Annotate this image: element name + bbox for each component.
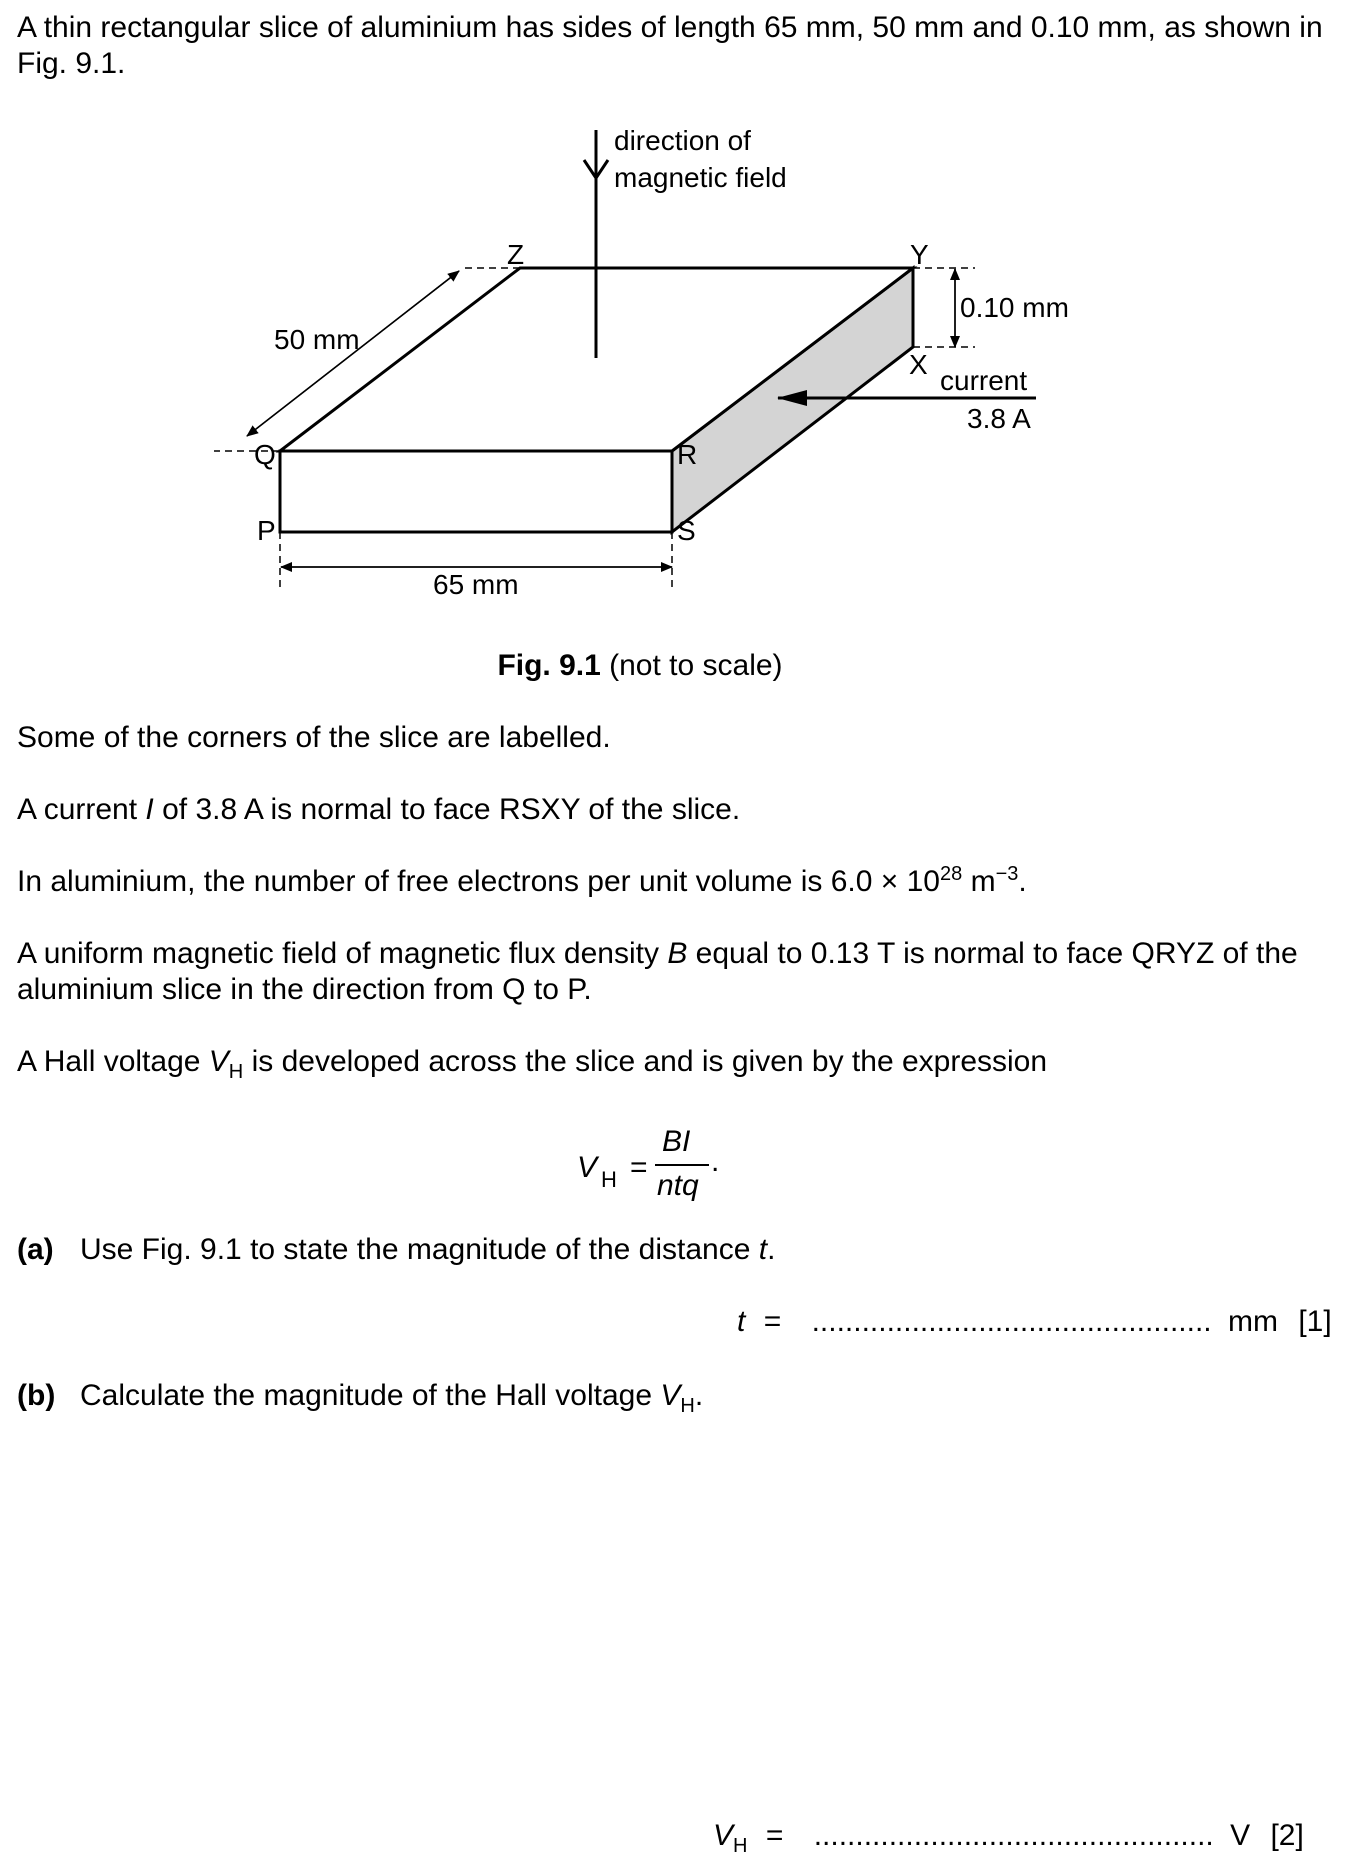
corner-p: P	[257, 515, 276, 546]
svg-text:V: V	[577, 1151, 598, 1184]
current-label: current	[940, 365, 1028, 396]
hall-voltage-formula	[577, 1115, 737, 1213]
corner-q: Q	[254, 439, 276, 470]
hall-text: A Hall voltage $V_H$ is developed across the slice and is given by the expression	[17, 1045, 1048, 1083]
corner-x: X	[909, 349, 928, 380]
part-b-answer-field[interactable]: ................................................	[813, 1819, 1214, 1852]
field-label-line-2: magnetic field	[614, 162, 787, 193]
part-a-answer-field[interactable]: ................................................	[811, 1305, 1212, 1338]
field-text-line-2: aluminium slice in the direction from Q to P.	[17, 973, 592, 1006]
dimension-65mm	[280, 532, 672, 600]
caption-bold: Fig. 9.1	[497, 649, 601, 682]
corner-z: Z	[507, 239, 525, 270]
dimension-thickness	[913, 268, 1069, 347]
intro-line-1: A thin rectangular slice of aluminium has sides of length 65 mm, 50 mm and 0.10 mm, as shown in	[17, 11, 1323, 44]
part-b-label: (b)	[17, 1379, 56, 1412]
figure-aluminium-slice	[0, 0, 1346, 640]
current-value: 3.8 A	[967, 403, 1031, 434]
caption-rest: (not to scale)	[600, 649, 783, 682]
part-b-marks: [2]	[1270, 1819, 1304, 1852]
svg-text:=: =	[630, 1151, 648, 1184]
electrons-text: In aluminium, the number of free electrons per unit volume is $6.0 \times 10^{28}$ $m^{-3}$.	[17, 863, 1027, 898]
part-a-answer-line[interactable]: t = ................................................ mm [1]	[737, 1305, 1332, 1338]
part-b-answer-line[interactable]: $V_H$ = ................................................ V [2]	[713, 1819, 1304, 1857]
part-b-question: (b) Calculate the magnitude of the Hall voltage $V_H$.	[17, 1379, 704, 1417]
part-a-marks: [1]	[1298, 1305, 1332, 1338]
corner-r: R	[677, 439, 698, 470]
part-a-label: (a)	[17, 1233, 54, 1266]
figure-caption	[0, 648, 1280, 684]
field-text-line-1: A uniform magnetic field of magnetic flux density B equal to 0.13 T is normal to face QRYZ of the	[17, 937, 1298, 970]
dim-50-label: 50 mm	[274, 324, 360, 355]
svg-text:.: .	[711, 1145, 720, 1178]
corner-s: S	[677, 515, 696, 546]
svg-text:ntq: ntq	[657, 1169, 699, 1202]
face-pqrs	[280, 451, 672, 532]
intro-line-2: Fig. 9.1.	[17, 47, 126, 80]
part-a-question: (a) Use Fig. 9.1 to state the magnitude of the distance t.	[17, 1233, 776, 1266]
svg-text:BI: BI	[662, 1125, 691, 1158]
field-label-line-1: direction of	[614, 125, 751, 156]
svg-text:H: H	[601, 1167, 617, 1192]
corner-y: Y	[910, 239, 929, 270]
corners-text: Some of the corners of the slice are labelled.	[17, 721, 611, 754]
dim-65-label: 65 mm	[433, 569, 519, 600]
dim-thickness-label: 0.10 mm	[960, 292, 1069, 323]
current-text: A current I of 3.8 A is normal to face RSXY of the slice.	[17, 793, 741, 826]
